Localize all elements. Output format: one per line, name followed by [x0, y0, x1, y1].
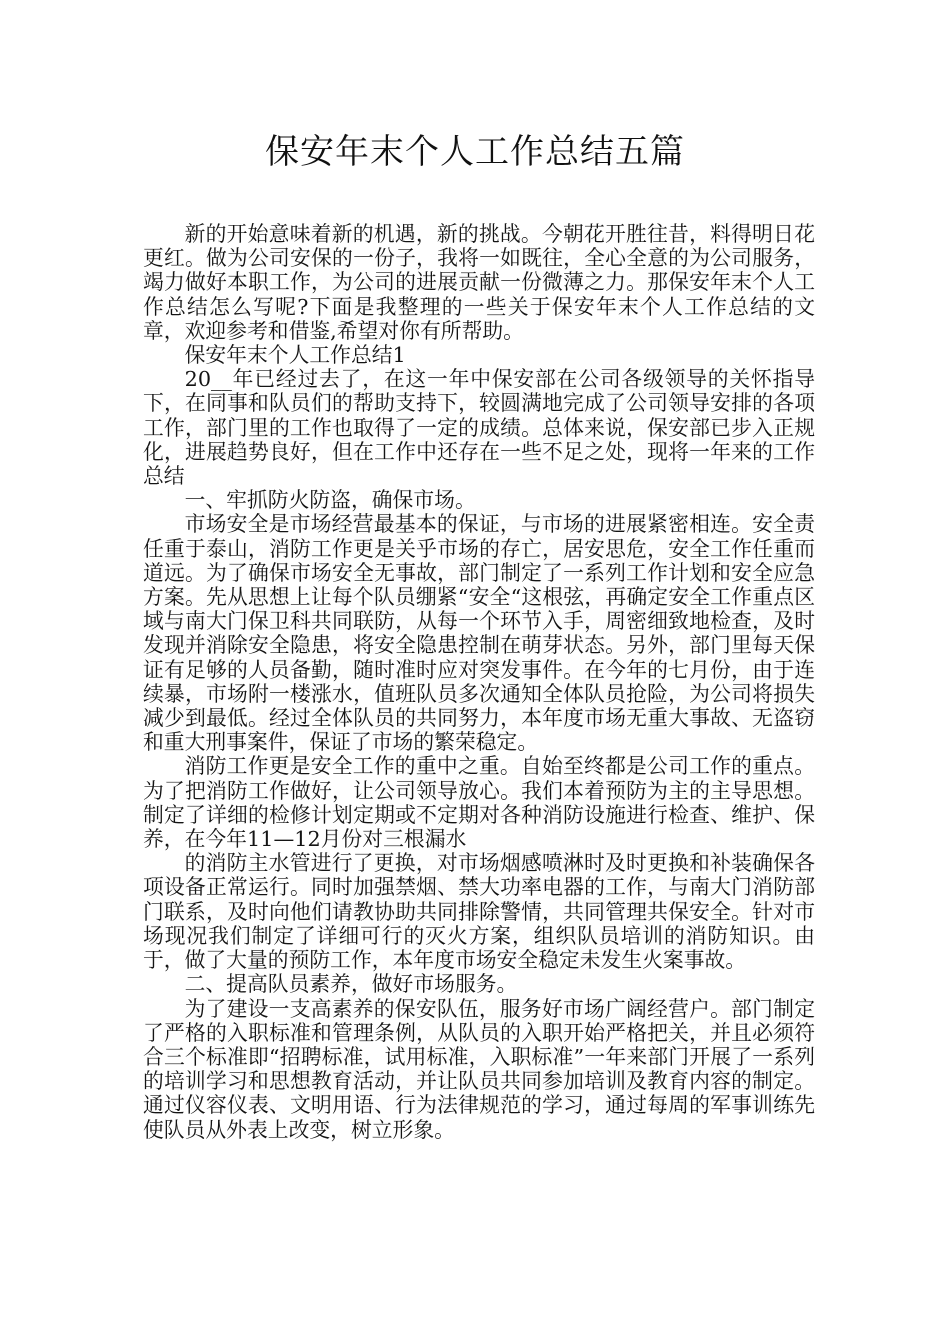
document-title: 保安年末个人工作总结五篇: [265, 132, 685, 172]
document-body: [143, 222, 815, 1142]
body-paragraph: 消防工作更是安全工作的重中之重。自始至终都是公司工作的重点。为了把消防工作做好，让公司领导放心。我们本着预防为主的主导思想。制定了详细的检修计划定期或不定期对各种消防设施进行检查、维护、保养，在今年11—12月份对三根漏水: [143, 754, 815, 852]
body-paragraph: 市场安全是市场经营最基本的保证，与市场的进展紧密相连。安全责任重于泰山，消防工作更是关乎市场的存亡，居安思危，安全工作任重而道远。为了确保市场安全无事故，部门制定了一系列工作计划和安全应急方案。先从思想上让每个队员绷紧“安全“这根弦，再确定安全工作重点区域与南大门保卫科共同联防，从每一个环节入手，周密细致地检查，及时发现并消除安全隐患，将安全隐患控制在萌芽状态。另外，部门里每天保证有足够的人员备勤，随时准时应对突发事件。在今年的七月份，由于连续暴，市场附一楼涨水，值班队员多次通知全体队员抢险，为公司将损失减少到最低。经过全体队员的共同努力，本年度市场无重大事故、无盗窃和重大刑事案件，保证了市场的繁荣稳定。: [143, 512, 815, 755]
body-paragraph: 的消防主水管进行了更换，对市场烟感喷淋时及时更换和补装确保各项设备正常运行。同时加强禁烟、禁大功率电器的工作，与南大门消防部门联系，及时向他们请教协助共同排除警情，共同管理共保安全。针对市场现况我们制定了详细可行的灭火方案，组织队员培训的消防知识。由于，做了大量的预防工作，本年度市场安全稳定未发生火案事故。: [143, 851, 815, 973]
body-paragraph: 新的开始意味着新的机遇，新的挑战。今朝花开胜往昔，料得明日花更红。做为公司安保的一份子，我将一如既往，全心全意的为公司服务，竭力做好本职工作，为公司的进展贡献一份微薄之力。那保安年末个人工作总结怎么写呢?下面是我整理的一些关于保安年末个人工作总结的文章，欢迎参考和借鉴,希望对你有所帮助。: [143, 222, 815, 343]
body-paragraph: 20__年已经过去了，在这一年中保安部在公司各级领导的关怀指导下，在同事和队员们的帮助支持下，较圆满地完成了公司领导安排的各项工作，部门里的工作也取得了一定的成绩。总体来说，保安部已步入正规化，进展趋势良好，但在工作中还存在一些不足之处，现将一年来的工作总结: [143, 367, 815, 489]
section-heading: 一、牢抓防火防盗，确保市场。: [184, 488, 476, 513]
section-heading: 二、提高队员素养，做好市场服务。: [184, 972, 518, 997]
body-paragraph: 为了建设一支高素养的保安队伍，服务好市场广阔经营户。部门制定了严格的入职标准和管理条例，从队员的入职开始严格把关，并且必须符合三个标准即“招聘标准，试用标准，入职标准”一年来部门开展了一系列的培训学习和思想教育活动，并让队员共同参加培训及教育内容的制定。通过仪容仪表、文明用语、行为法律规范的学习，通过每周的军事训练先使队员从外表上改变，树立形象。: [143, 996, 815, 1142]
section-heading: 保安年末个人工作总结1: [184, 343, 406, 368]
